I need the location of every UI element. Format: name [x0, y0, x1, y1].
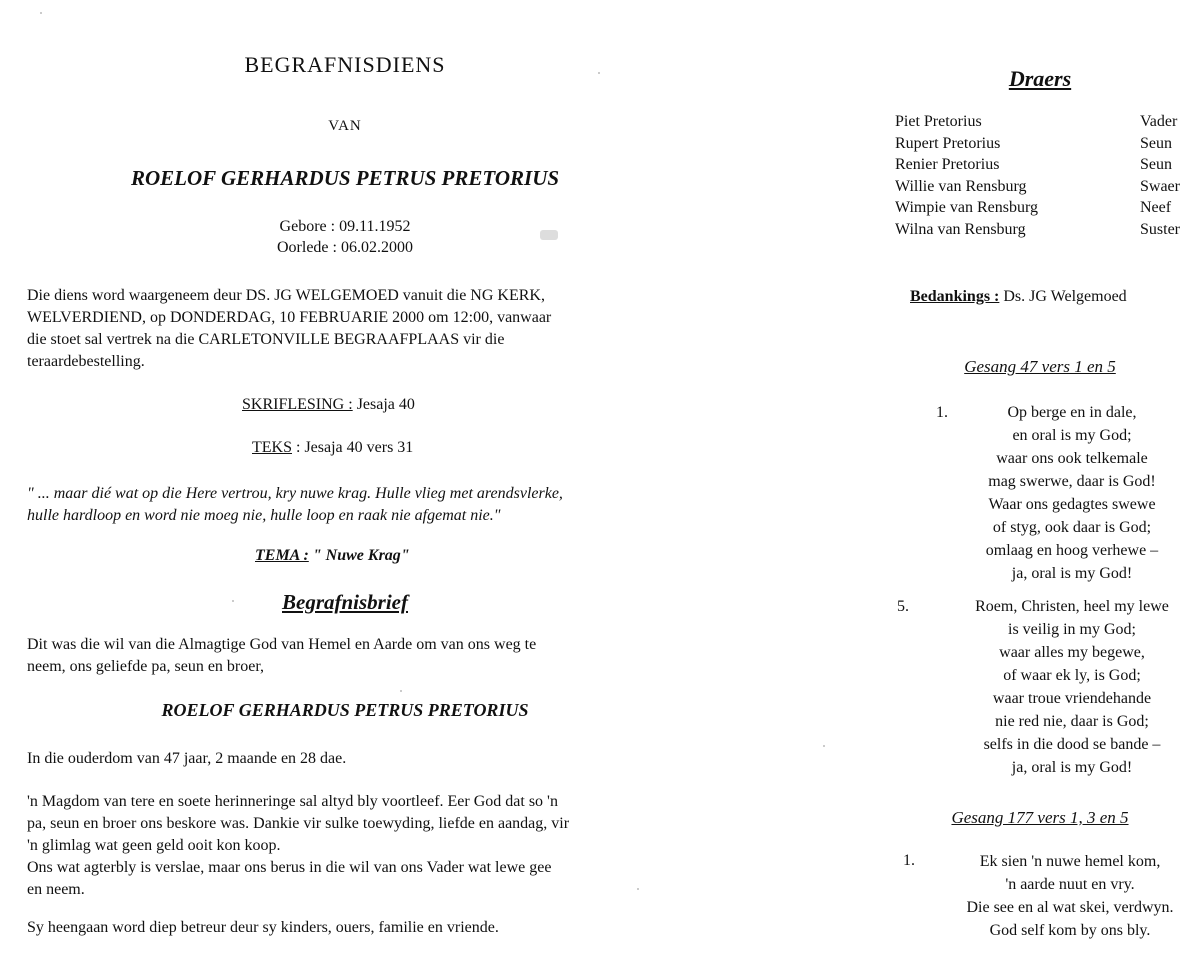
- theme-value: " Nuwe Krag": [308, 547, 410, 564]
- intro-line: teraardebestelling.: [27, 353, 145, 370]
- letter-paragraph-2: [27, 791, 569, 901]
- bearer-name: Rupert Pretorius: [895, 134, 1001, 152]
- quote-line: " ... maar dié wat op die Here vertrou, kry nuwe krag. Hulle vlieg met arendsvlerke,: [27, 485, 563, 502]
- hymn-line: waar ons ook telkemale: [996, 450, 1148, 467]
- hymn-line: en oral is my God;: [1012, 427, 1132, 444]
- service-title: BEGRAFNISDIENS: [244, 52, 446, 77]
- bearer-name: Willie van Rensburg: [895, 177, 1027, 195]
- scripture-reading-label: SKRIFLESING :: [242, 396, 353, 413]
- hymn-line: Roem, Christen, heel my lewe: [975, 598, 1169, 615]
- bearer-relation: Seun: [1140, 156, 1172, 173]
- death-date: Oorlede : 06.02.2000: [277, 239, 413, 256]
- hymn-line: waar alles my begewe,: [999, 644, 1145, 661]
- bearer-name: Piet Pretorius: [895, 113, 982, 130]
- scan-speck: [598, 72, 600, 74]
- thanks-line: [910, 288, 1127, 306]
- letter-line: Dit was die wil van die Almagtige God van Hemel en Aarde om van ons weg te: [27, 636, 537, 653]
- hymn-47-verse-5: [962, 595, 1182, 779]
- letter-paragraph-3: Sy heengaan word diep betreur deur sy kinders, ouers, familie en vriende.: [27, 919, 499, 936]
- hymn-line: 'n aarde nuut en vry.: [1005, 876, 1135, 893]
- bearers-names: [895, 111, 1038, 240]
- age-statement: In die ouderdom van 47 jaar, 2 maande en 28 dae.: [27, 750, 347, 767]
- bearers-relations: [1140, 111, 1198, 240]
- hymn-line: Waar ons gedagtes swewe: [988, 496, 1156, 513]
- bearer-name: Renier Pretorius: [895, 156, 1000, 173]
- hymn-line: Ek sien 'n nuwe hemel kom,: [979, 853, 1161, 870]
- bearer-name: Wimpie van Rensburg: [895, 199, 1039, 216]
- hymn-47-verse-1: [962, 401, 1182, 585]
- hymn-177-verse-1-number: 1.: [903, 852, 915, 869]
- letter-line: pa, seun en broer ons beskore was. Dankie vir sulke toewyding, liefde en aandag, vir: [27, 815, 570, 832]
- hymn-line: of styg, ook daar is God;: [992, 519, 1152, 536]
- letter-line: en neem.: [27, 881, 85, 898]
- hymn-47-verse-5-number: 5.: [897, 598, 909, 615]
- hymn-47-verse-1-number: 1.: [936, 404, 948, 421]
- thanks-label: Bedankings :: [910, 288, 1000, 305]
- letter-heading: Begrafnisbrief: [282, 590, 408, 614]
- quote-line: hulle hardloop en word nie moeg nie, hulle loop en raak nie afgemat nie.": [27, 507, 501, 524]
- bearer-name: Wilna van Rensburg: [895, 220, 1026, 238]
- hymn-line: selfs in die dood se bande –: [983, 736, 1161, 753]
- hymn-177-verse-1: [945, 850, 1195, 942]
- letter-line: 'n Magdom van tere en soete herinneringe sal altyd bly voortleef. Eer God dat so 'n: [27, 793, 558, 810]
- theme-label: TEMA :: [255, 547, 309, 564]
- hymn-line: God self kom by ons bly.: [989, 922, 1151, 939]
- scan-speck: [823, 745, 825, 747]
- thanks-value: Ds. JG Welgemoed: [999, 288, 1127, 305]
- hymn-line: Op berge en in dale,: [1007, 404, 1137, 421]
- hymn-line: Die see en al wat skei, verdwyn.: [966, 899, 1174, 916]
- hymn-line: ja, oral is my God!: [1011, 565, 1133, 582]
- scan-speck: [540, 230, 558, 240]
- scripture-reading: [242, 394, 415, 416]
- hymn-177-heading: Gesang 177 vers 1, 3 en 5: [951, 808, 1129, 827]
- letter-line: neem, ons geliefde pa, seun en broer,: [27, 658, 265, 675]
- hymn-line: ja, oral is my God!: [1011, 759, 1133, 776]
- scan-speck: [637, 888, 639, 890]
- bearer-relation: Swaer: [1140, 177, 1180, 195]
- hymn-line: of waar ek ly, is God;: [1003, 667, 1141, 684]
- letter-line: Ons wat agterbly is verslae, maar ons berus in die wil van ons Vader wat lewe gee: [27, 859, 552, 876]
- bearers-heading: Draers: [1008, 66, 1072, 91]
- scan-speck: [40, 12, 42, 14]
- intro-paragraph: [27, 285, 551, 373]
- scripture-quote: [27, 483, 563, 527]
- scan-speck: [400, 690, 402, 692]
- intro-line: die stoet sal vertrek na die CARLETONVILLE BEGRAAFPLAAS vir die: [27, 331, 505, 348]
- birth-date: Gebore : 09.11.1952: [279, 218, 411, 235]
- van-label: VAN: [328, 118, 362, 134]
- hymn-line: omlaag en hoog verhewe –: [985, 542, 1159, 559]
- bearer-relation: Neef: [1140, 199, 1172, 216]
- intro-line: WELVERDIEND, op DONDERDAG, 10 FEBRUARIE 2000 om 12:00, vanwaar: [27, 309, 552, 326]
- bearer-relation: Vader: [1140, 113, 1178, 130]
- hymn-47-heading: Gesang 47 vers 1 en 5: [964, 357, 1116, 376]
- hymn-line: waar troue vriendehande: [992, 690, 1152, 707]
- deceased-name: ROELOF GERHARDUS PETRUS PRETORIUS: [130, 166, 560, 190]
- letter-deceased-name: ROELOF GERHARDUS PETRUS PRETORIUS: [161, 700, 529, 720]
- sermon-text-value: : Jesaja 40 vers 31: [292, 439, 414, 456]
- sermon-text: [252, 437, 413, 459]
- bearer-relation: Suster: [1140, 220, 1180, 238]
- hymn-line: nie red nie, daar is God;: [995, 713, 1149, 730]
- intro-line: Die diens word waargeneem deur DS. JG WELGEMOED vanuit die NG KERK,: [27, 287, 545, 304]
- hymn-line: mag swerwe, daar is God!: [988, 473, 1156, 490]
- letter-paragraph-1: [27, 634, 536, 678]
- scripture-reading-value: Jesaja 40: [352, 396, 415, 413]
- hymn-line: is veilig in my God;: [1008, 621, 1136, 638]
- sermon-theme: [255, 545, 410, 567]
- letter-line: 'n glimlag wat geen geld ooit kon koop.: [27, 837, 281, 854]
- scan-speck: [232, 600, 234, 602]
- sermon-text-label: TEKS: [252, 439, 292, 456]
- bearer-relation: Seun: [1140, 134, 1172, 152]
